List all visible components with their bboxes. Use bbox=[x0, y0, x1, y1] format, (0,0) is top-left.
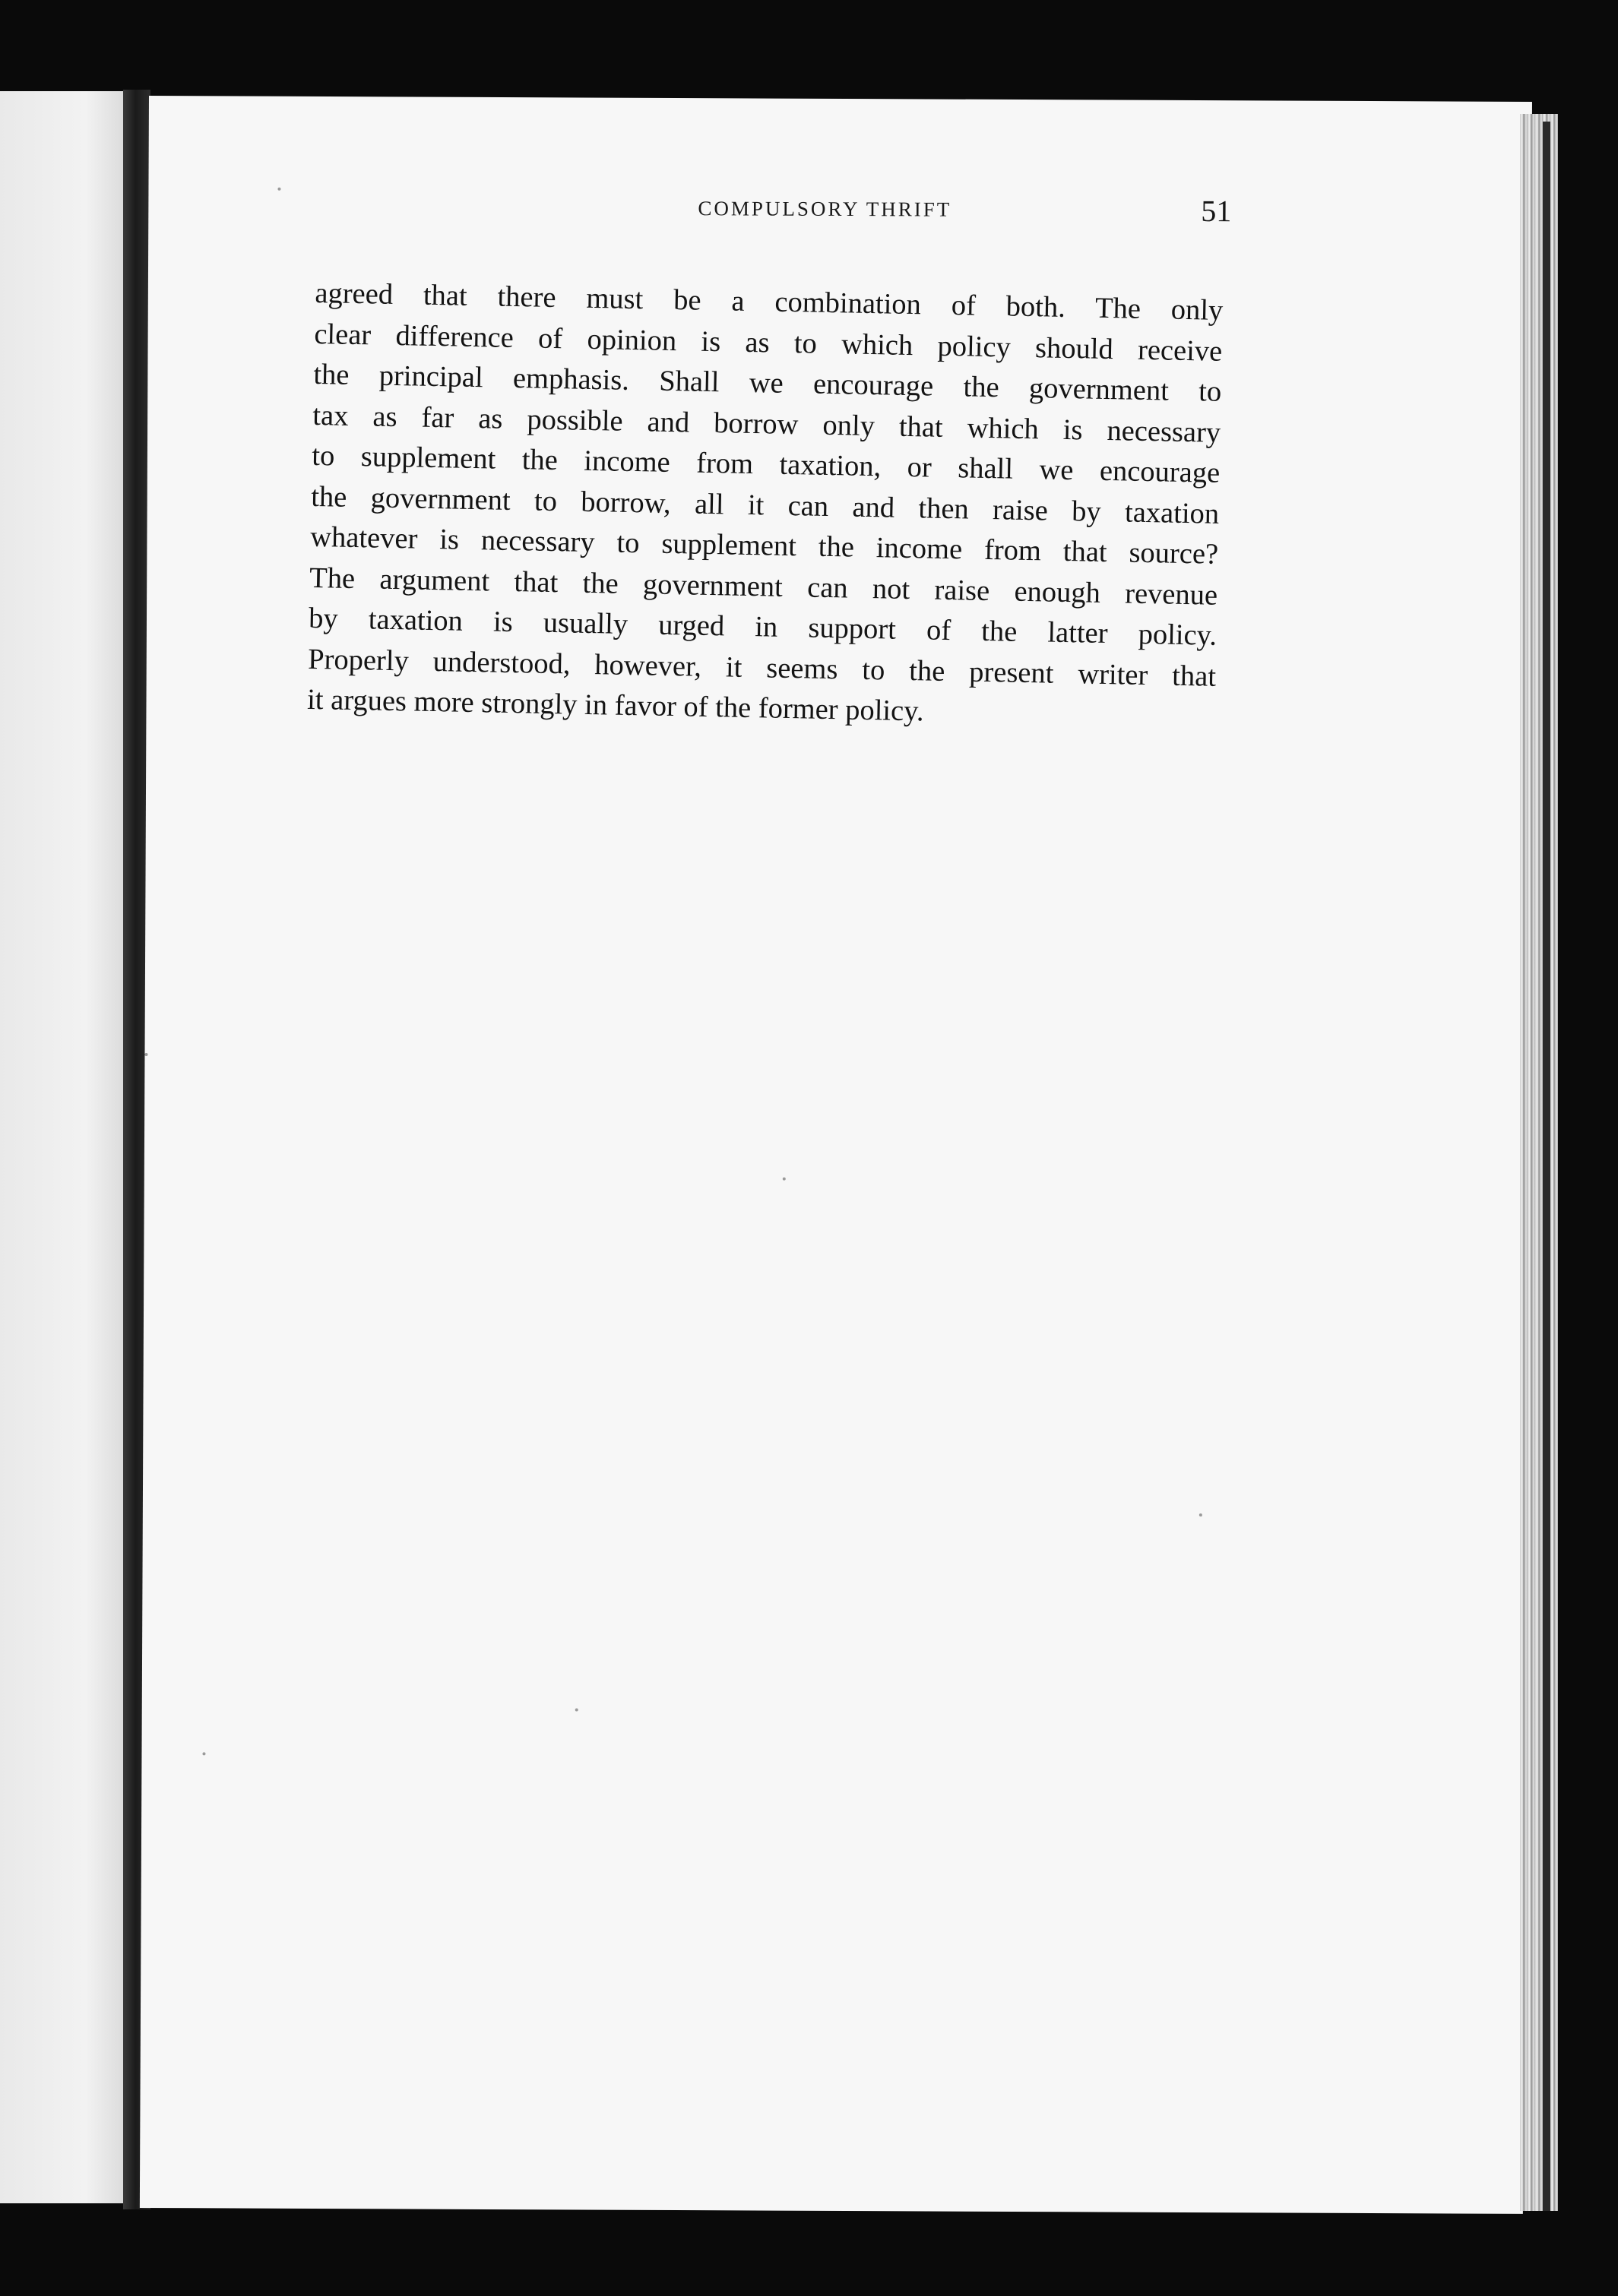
paper-speck bbox=[783, 1178, 786, 1181]
paper-speck bbox=[277, 188, 280, 191]
paper-speck bbox=[202, 1752, 205, 1755]
text-line: clear difference of opinion is as to which policy should receive bbox=[314, 318, 1223, 368]
text-line: the government to borrow, all it can and then raise by taxation bbox=[310, 480, 1220, 530]
page-number: 51 bbox=[1201, 194, 1232, 229]
text-line: tax as far as possible and borrow only that which is necessary bbox=[312, 399, 1221, 449]
page-stack-shadow bbox=[1543, 122, 1550, 2211]
paper-speck bbox=[144, 1053, 147, 1056]
text-line: Properly understood, however, it seems to the present writer that bbox=[307, 643, 1217, 693]
running-head-title: COMPULSORY THRIFT bbox=[698, 197, 952, 221]
left-page-edge bbox=[0, 91, 123, 2203]
page-stack-edges bbox=[1520, 114, 1558, 2211]
text-line: agreed that there must be a combination of both. The only bbox=[315, 277, 1224, 327]
body-paragraph bbox=[307, 274, 1224, 738]
paper-speck bbox=[1199, 1513, 1202, 1516]
right-page bbox=[140, 96, 1532, 2214]
text-line: to supplement the income from taxation, or shall we encourage bbox=[311, 439, 1221, 489]
text-line: it argues more strongly in favor of the former policy. bbox=[306, 683, 924, 728]
text-line: by taxation is usually urged in support of the latter policy. bbox=[308, 602, 1217, 652]
paper-speck bbox=[575, 1708, 578, 1711]
text-line: whatever is necessary to supplement the income from that source? bbox=[309, 520, 1219, 571]
text-line: The argument that the government can not raise enough revenue bbox=[309, 561, 1218, 612]
text-line: the principal emphasis. Shall we encourage the government to bbox=[313, 358, 1222, 408]
